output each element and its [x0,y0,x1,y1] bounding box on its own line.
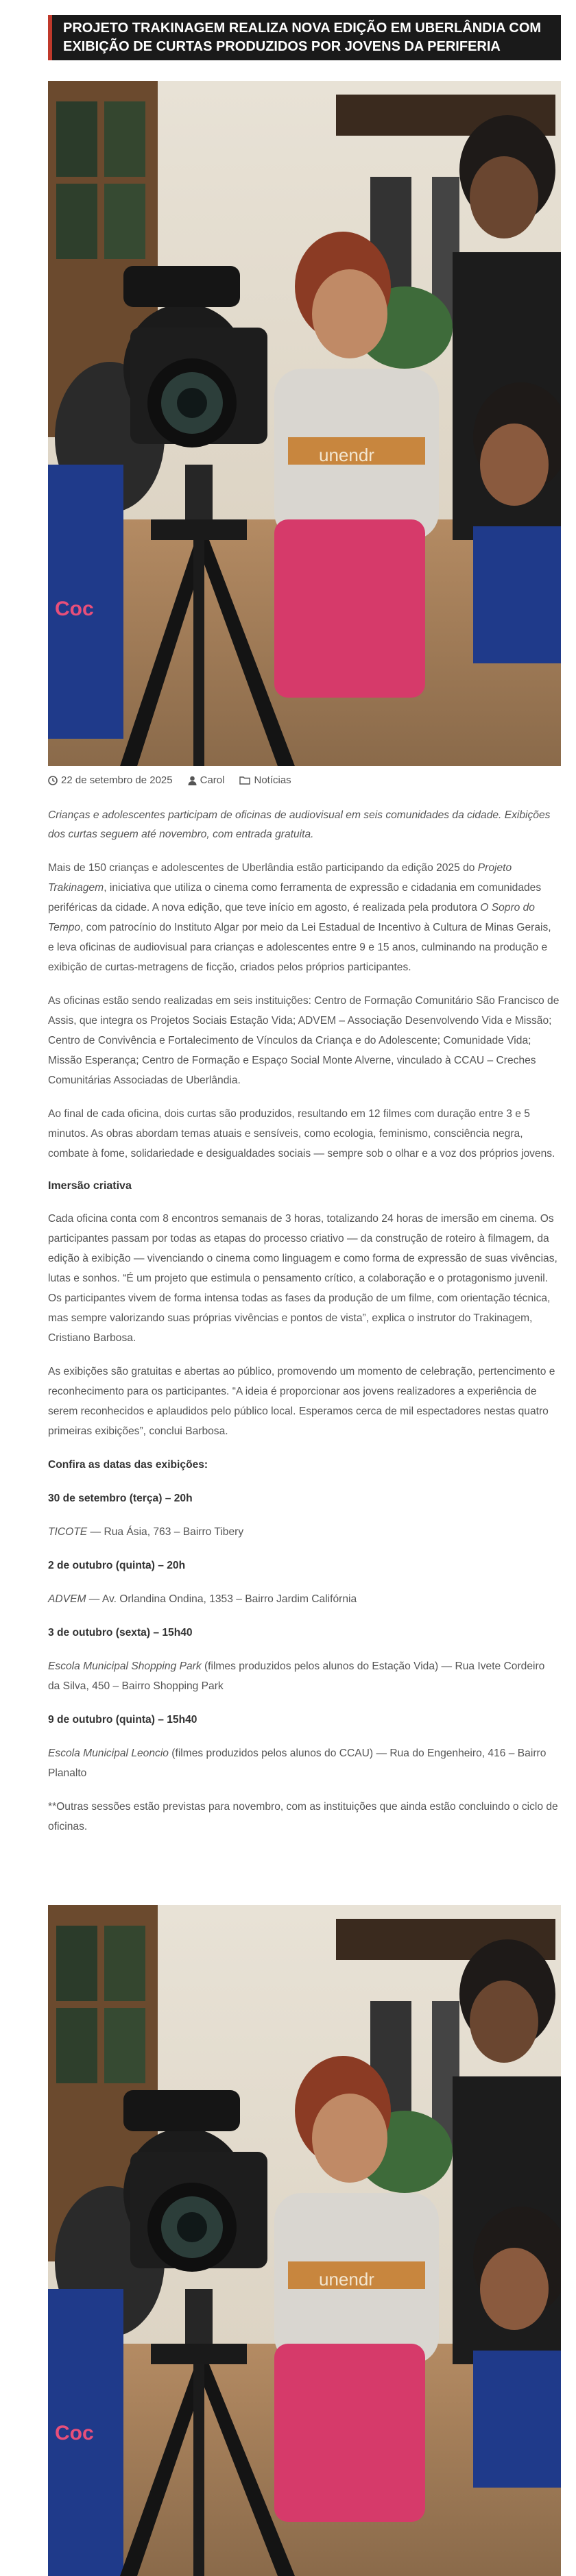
event-3-date: 3 de outubro (sexta) – 15h40 [48,1627,193,1639]
event-2-date: 2 de outubro (quinta) – 20h [48,1560,186,1571]
post-meta [48,774,291,786]
p1-text-c: , com patrocínio do Instituto Algar por meio da Lei Estadual de Incentivo à Cultura de Minas Gerais, e leva oficinas de audiovisual para crianças e adolescentes entre 9 e 15 anos, culminando na produção e exibição de curtas-metragens de ficção, criados pelos próprios participantes. [48,922,551,973]
event-2-place: ADVEM [48,1593,86,1605]
svg-text:Coc: Coc [55,2422,94,2444]
dates-heading: Confira as datas das exibições: [48,1459,208,1471]
clock-icon [48,776,58,785]
folder-icon [239,776,250,785]
project-name: Projeto Trakinagem [48,862,512,894]
event-2-location [48,1589,560,1609]
event-2-address: — Av. Orlandina Ondina, 1353 – Bairro Jardim Califórnia [86,1593,357,1605]
paragraph-3: Ao final de cada oficina, dois curtas são produzidos, resultando em 12 filmes com duração entre 3 e 5 minutos. As obras abordam temas atuais e sensíveis, como ecologia, feminismo, consciência negra, combate à fome, solidariedade e desigualdades sociais — sempre sob o olhar e a voz dos próprios jovens. [48,1108,555,1160]
event-1-place: TICOTE [48,1526,88,1538]
producer-name: O Sopro do Tempo [48,902,535,933]
second-image[interactable] [48,1905,561,2576]
section-heading-imersao: Imersão criativa [48,1180,132,1192]
event-4-date: 9 de outubro (quinta) – 15h40 [48,1714,197,1726]
event-3-address: (filmes produzidos pelos alunos do Estação Vida) — Rua Ivete Cordeiro da Silva, 450 – Bairro Shopping Park [48,1660,545,1692]
post-date-text: 22 de setembro de 2025 [61,774,173,786]
paragraph-1 [48,858,560,977]
article-intro: Crianças e adolescentes participam de oficinas de audiovisual em seis comunidades da cidade. Exibições dos curtas seguem até novembro, com entrada gratuita. [48,809,551,840]
event-4-location [48,1743,560,1783]
author-link[interactable]: Carol [200,774,225,786]
paragraph-5: As exibições são gratuitas e abertas ao público, promovendo um momento de celebração, pertencimento e reconhecimento para os participantes. “A ideia é proporcionar aos jovens realizadores a experiência de serem reconhecidos e aplaudidos pelo público local. Esperamos cerca de mil espectadores nestas quatro primeiras exibições”, conclui Barbosa. [48,1366,555,1437]
second-photo-illustration [48,1905,561,2576]
p1-text-b: , iniciativa que utiliza o cinema como ferramenta de expressão e cidadania em comunidades periféricas da cidade. A nova edição, que teve início em agosto, é realizada pela produtora [48,882,542,913]
event-3-place: Escola Municipal Shopping Park [48,1660,202,1672]
featured-photo-illustration [48,81,561,766]
event-1-date: 30 de setembro (terça) – 20h [48,1493,193,1504]
post-category[interactable] [239,774,291,786]
event-1-location [48,1522,560,1542]
paragraph-4: Cada oficina conta com 8 encontros semanais de 3 horas, totalizando 24 horas de imersão em cinema. Os participantes passam por todas as etapas do processo criativo — da construção de roteiro à filmagem, da edição à exibição — vivenciando o cinema como linguagem e como forma de expressão de suas vivências, lutas e sonhos. “É um projeto que estimula o pensamento crítico, a colaboração e o protagonismo juvenil. Os participantes vivem de forma intensa todas as fases da produção de um filme, com orientação técnica, mas sempre valorizando suas próprias vivências e pontos de vista”, explica o instrutor do Trakinagem, Cristiano Barbosa. [48,1213,557,1344]
closing-note: **Outras sessões estão previstas para novembro, com as instituições que ainda estão concluindo o ciclo de oficinas. [48,1801,558,1832]
user-icon [188,776,197,785]
event-1-address: — Rua Ásia, 763 – Bairro Tibery [87,1526,244,1538]
event-3-location [48,1656,560,1696]
article-content [48,806,560,1850]
paragraph-2: As oficinas estão sendo realizadas em seis instituições: Centro de Formação Comunitário São Francisco de Assis, que integra os Projetos Sociais Estação Vida; ADVEM – Associação Desenvolvendo Vida e Missão; Centro de Convivência e Fortalecimento de Vínculos da Criança e do Adolescente; Comunidade Vida; Missão Esperança; Centro de Formação e Espaço Social Monte Alverne, vinculado à CCAU – Creches Comunitárias Associadas de Uberlândia. [48,995,560,1086]
event-4-place: Escola Municipal Leoncio [48,1747,169,1759]
svg-text:unendr: unendr [319,445,374,465]
p1-text-a: Mais de 150 crianças e adolescentes de Uberlândia estão participando da edição 2025 do [48,862,478,874]
post-date [48,774,173,786]
article-title-box [48,15,561,60]
featured-image[interactable] [48,81,561,766]
post-author[interactable] [188,774,225,786]
category-link[interactable]: Notícias [254,774,291,786]
svg-text:Coc: Coc [55,598,94,620]
article-title: PROJETO TRAKINAGEM REALIZA NOVA EDIÇÃO EM UBERLÂNDIA COM EXIBIÇÃO DE CURTAS PRODUZIDOS POR JOVENS DA PERIFERIA [63,21,542,54]
svg-text:unendr: unendr [319,2269,374,2290]
event-4-address: (filmes produzidos pelos alunos do CCAU) — Rua do Engenheiro, 416 – Bairro Planalto [48,1747,547,1779]
